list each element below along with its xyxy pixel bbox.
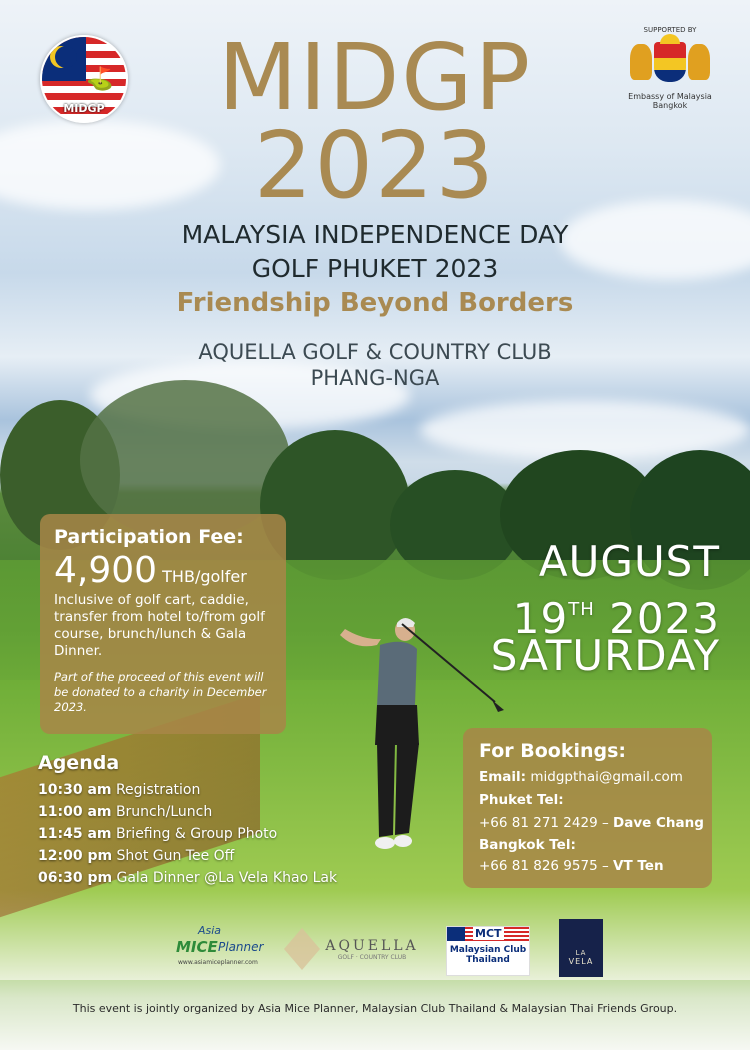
aquella-emblem-icon bbox=[282, 926, 322, 972]
agenda-time: 11:45 am bbox=[38, 826, 112, 842]
bookings-heading: For Bookings: bbox=[479, 740, 627, 762]
fee-amount-row bbox=[54, 550, 247, 591]
fee-amount: 4,900 bbox=[54, 550, 158, 591]
bangkok-label: Bangkok Tel: bbox=[479, 837, 576, 853]
bangkok-phone[interactable]: +66 81 826 9575 – bbox=[479, 858, 609, 874]
bangkok-row bbox=[479, 858, 664, 874]
subtitle-line1: MALAYSIA INDEPENDENCE DAY bbox=[181, 220, 569, 249]
date-month: AUGUST bbox=[538, 537, 720, 586]
venue-line1: AQUELLA GOLF & COUNTRY CLUB bbox=[198, 340, 552, 364]
golfer-icon: ⛳ bbox=[86, 67, 114, 92]
agenda-item bbox=[38, 826, 277, 842]
email-link[interactable]: midgpthai@gmail.com bbox=[530, 769, 683, 785]
agenda-desc: Brunch/Lunch bbox=[115, 804, 213, 820]
fee-unit: THB/golfer bbox=[162, 567, 247, 586]
logo-text: MIDGP bbox=[63, 102, 105, 115]
phuket-phone[interactable]: +66 81 271 2429 – bbox=[479, 815, 609, 831]
la-vela-logo: LA VELA bbox=[559, 919, 603, 977]
agenda-time: 11:00 am bbox=[38, 804, 112, 820]
phuket-label: Phuket Tel: bbox=[479, 792, 564, 808]
bangkok-contact: VT Ten bbox=[613, 858, 664, 874]
phuket-row bbox=[479, 815, 704, 831]
agenda-item bbox=[38, 782, 200, 798]
date-suffix: TH bbox=[568, 599, 595, 620]
agenda-desc: Shot Gun Tee Off bbox=[116, 848, 235, 864]
agenda-desc: Briefing & Group Photo bbox=[115, 826, 278, 842]
tagline: Friendship Beyond Borders bbox=[176, 288, 574, 318]
footer-organizers: This event is jointly organized by Asia Mice Planner, Malaysian Club Thailand & Malaysian Thai Friends Group. bbox=[72, 1002, 678, 1015]
agenda-desc: Gala Dinner @La Vela Khao Lak bbox=[116, 870, 338, 886]
agenda-desc: Registration bbox=[115, 782, 201, 798]
date-weekday: SATURDAY bbox=[490, 631, 720, 680]
fee-note: Part of the proceed of this event will be donated to a charity in December 2023. bbox=[54, 670, 267, 714]
subtitle-line2: GOLF PHUKET 2023 bbox=[251, 254, 499, 283]
agenda-heading: Agenda bbox=[38, 752, 120, 774]
date-day: 19 bbox=[512, 594, 569, 643]
agenda-time: 10:30 am bbox=[38, 782, 112, 798]
email-row bbox=[479, 769, 683, 785]
title-year: 2023 bbox=[253, 112, 497, 219]
email-label: Email: bbox=[479, 769, 527, 785]
venue-line2: PHANG-NGA bbox=[310, 366, 440, 390]
title-midgp: MIDGP bbox=[217, 24, 533, 131]
embassy-city: Bangkok bbox=[652, 101, 688, 110]
agenda-item bbox=[38, 870, 337, 886]
embassy-name: Embassy of Malaysia bbox=[628, 92, 712, 101]
agenda-time: 06:30 pm bbox=[38, 870, 113, 886]
phuket-contact: Dave Chang bbox=[613, 815, 704, 831]
mct-logo: MCT Malaysian Club Thailand bbox=[446, 926, 530, 976]
supported-by-label: SUPPORTED BY bbox=[643, 26, 697, 34]
date-year: 2023 bbox=[609, 594, 720, 643]
fee-heading: Participation Fee: bbox=[54, 526, 244, 548]
bookings-box bbox=[463, 728, 712, 888]
agenda-item bbox=[38, 848, 234, 864]
fee-description: Inclusive of golf cart, caddie, transfer from hotel to/from golf course, brunch/lunch & Gala Dinner. bbox=[54, 592, 265, 659]
agenda-item bbox=[38, 804, 212, 820]
agenda-time: 12:00 pm bbox=[38, 848, 113, 864]
aquella-logo: AQUELLA GOLF · COUNTRY CLUB bbox=[325, 938, 419, 961]
asia-mice-planner-logo: Asia MICE Planner www.asiamiceplanner.com bbox=[176, 924, 264, 966]
participation-fee-box bbox=[40, 514, 286, 734]
